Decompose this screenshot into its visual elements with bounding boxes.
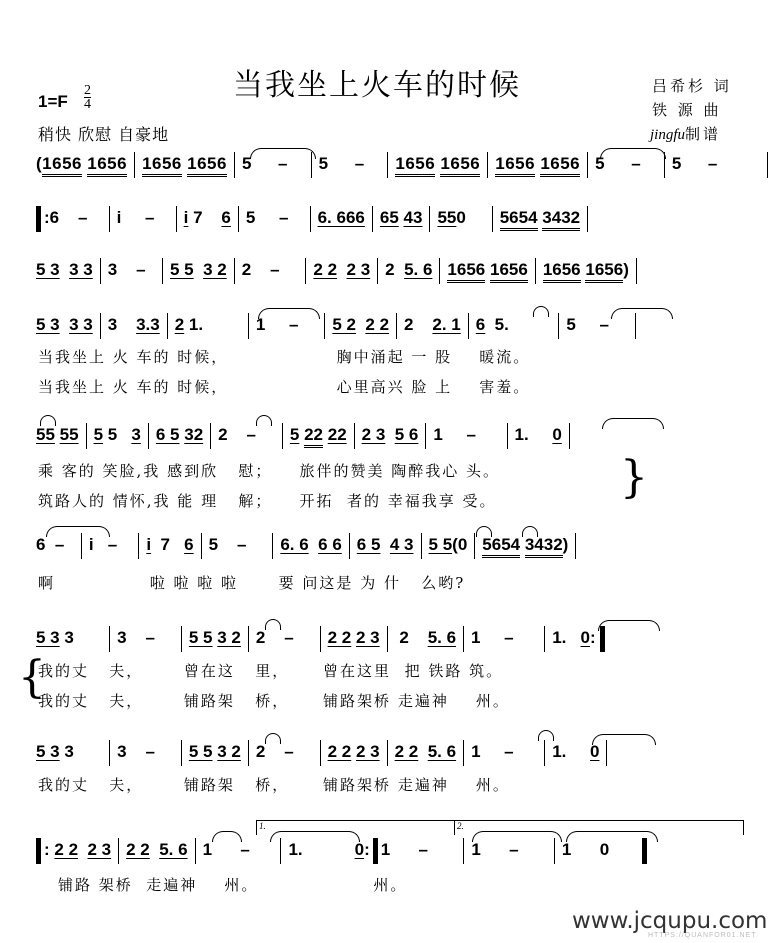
lyric-line-4-verse-2: 当我坐上 火 车的 时候， 心里高兴 脸 上 害羞。	[38, 378, 531, 396]
score-line-2	[36, 206, 595, 240]
lyric-line-7-verse-2: 我的丈 夫， 铺路架 桥， 铺路架桥 走遍神 州。	[38, 692, 510, 710]
slur-arc	[522, 526, 538, 537]
tie-arc	[270, 831, 360, 842]
score-line-5	[36, 423, 577, 457]
tie-arc	[46, 526, 110, 537]
notes-line-4: 5 3 3 3 3 3.3 2 1. 1 – 5 2 2 2 2 2. 1 6 5. 5 –	[36, 315, 643, 334]
tie-arc	[611, 308, 673, 319]
arranger-name: jingfu	[650, 127, 686, 143]
notes-line-2: :6 – i – i 7 6 5 – 6. 666 65 43 550 5654 3432	[36, 208, 595, 227]
notes-line-1: (1656 1656 1656 1656 5 – 5 – 1656 1656 1656 1656 5 – 5 –	[36, 154, 775, 173]
tie-arc	[250, 148, 316, 159]
slur-arc	[265, 619, 281, 630]
slur-arc	[265, 733, 281, 744]
slur-arc	[538, 730, 554, 741]
notes-line-7: 5 3 3 3 – 5 5 3 2 2 – 2 2 2 3 2 5. 6 1 – 1. 0:	[36, 628, 608, 647]
slur-arc	[40, 415, 56, 426]
score-line-9	[36, 838, 650, 872]
tie-arc	[592, 734, 656, 745]
notes-line-6: 6 – i – i 7 6 5 – 6. 6 6 6 6 5 4 3 5 5(0 5654 3432)	[36, 535, 583, 554]
tie-arc	[566, 831, 658, 842]
slur-arc	[533, 306, 549, 317]
lyric-line-6: 啊 啦 啦 啦 啦 要 问这是 为 什 么哟?	[38, 574, 466, 592]
tie-arc	[472, 831, 562, 842]
tie-arc	[598, 620, 660, 631]
time-signature	[84, 84, 91, 111]
slur-arc	[212, 831, 242, 842]
notes-line-9: : 2 2 2 3 2 2 5. 6 1 – 1. 0: 1 – 1 – 1 0	[36, 840, 650, 859]
score-line-3	[36, 258, 644, 292]
arranger	[650, 122, 732, 147]
notes-line-8: 5 3 3 3 – 5 5 3 2 2 – 2 2 2 3 2 2 5. 6 1 – 1. 0	[36, 742, 614, 761]
tie-arc	[258, 308, 320, 319]
lyric-line-4-verse-1: 当我坐上 火 车的 时候， 胸中涌起 一 股 暖流。	[38, 348, 531, 366]
score-line-8	[36, 740, 614, 774]
time-signature-bottom: 4	[84, 97, 91, 112]
slur-arc	[256, 415, 272, 426]
lyric-line-8: 我的丈 夫， 铺路架 桥， 铺路架桥 走遍神 州。	[38, 776, 510, 794]
notes-line-5: 55 55 5 5 3 6 5 32 2 – 5 22 22 2 3 5 6 1 – 1. 0	[36, 425, 577, 444]
tempo-marking: 稍快 欣慰 自豪地	[38, 125, 170, 144]
score-line-4	[36, 313, 643, 347]
lyric-line-9: 铺路 架桥 走遍神 州。 州。	[58, 876, 408, 894]
time-signature-top: 2	[84, 83, 91, 98]
lyricist: 吕希杉 词	[652, 77, 732, 95]
volta-1: 1.	[256, 820, 454, 835]
lyric-line-5-verse-2: 筑路人的 情怀,我 能 理 解； 开拓 者的 幸福我享 受。	[38, 492, 497, 510]
repeat-start	[36, 838, 41, 864]
score-line-7	[36, 626, 608, 660]
song-title: 当我坐上火车的时候	[233, 68, 521, 103]
score-line-6	[36, 533, 583, 567]
watermark-sub: HTTPS://QUANFOR01.NET	[648, 932, 757, 939]
composer: 铁 源 曲	[652, 101, 722, 119]
lyric-line-7-verse-1: 我的丈 夫， 曾在这 里， 曾在这里 把 铁路 筑。	[38, 662, 504, 680]
repeat-end	[373, 838, 378, 864]
tie-arc	[602, 418, 664, 429]
verse-brace-right: }	[620, 452, 648, 503]
notes-line-3: 5 3 3 3 3 – 5 5 3 2 2 – 2 2 2 3 2 5. 6 1656 1656 1656 1656)	[36, 260, 644, 279]
repeat-start	[36, 206, 41, 232]
watermark: www.jcqupu.com	[572, 908, 768, 934]
key-text: 1=F	[38, 92, 68, 111]
key-signature	[38, 92, 68, 112]
arranger-suffix: 制谱	[685, 125, 722, 143]
verse-brace-left: {	[18, 652, 46, 703]
slur-arc	[476, 526, 492, 537]
volta-2: 2.	[454, 820, 744, 835]
tie-arc	[600, 148, 666, 159]
credits	[652, 74, 732, 147]
lyric-line-5-verse-1: 乘 客的 笑脸,我 感到欣 慰； 旅伴的赞美 陶醉我心 头。	[38, 462, 500, 480]
